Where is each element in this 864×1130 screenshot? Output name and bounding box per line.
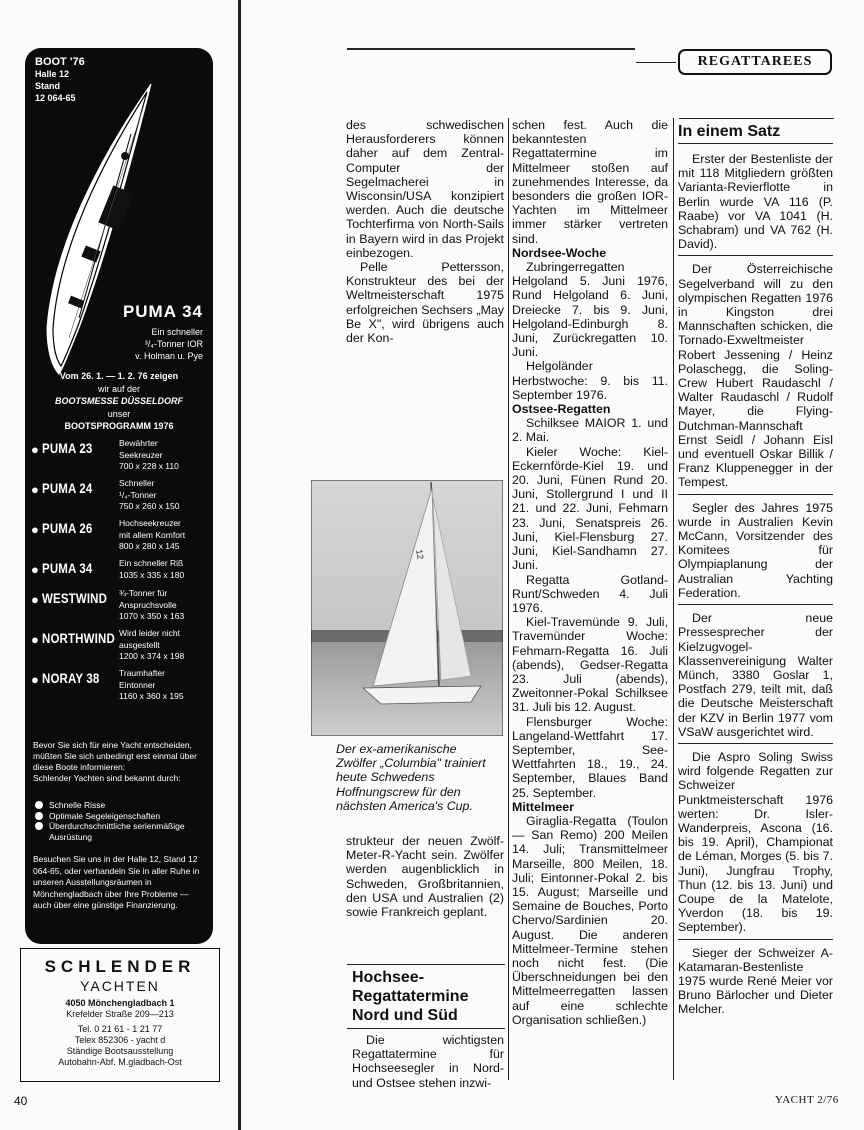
column-1-bottom: strukteur der neuen Zwölf-Meter-R-Yacht sein. Zwölfer werden augenblicklich in Schweden, Großbritannien, den USA und Australien (2) sowie Frankreich geplant. <box>346 834 504 920</box>
column-rule <box>673 118 674 1080</box>
puma-advertisement <box>25 48 213 944</box>
header-rule-2 <box>636 62 676 63</box>
ad-intro-text: Bevor Sie sich für eine Yacht entscheiden, müßten Sie sich unbedingt erst einmal über diese Boote informieren: Schlender Yachten sind bekannt durch: <box>33 740 197 783</box>
feature-item: Überdurchschnittliche serienmäßige Ausrüstung <box>35 821 211 842</box>
model-row: ● NORTHWIND Wird leider nicht ausgestellt 1200 x 374 x 198 <box>31 628 185 661</box>
bullet-icon: ● <box>31 562 39 577</box>
model-row: ● NORAY 38 Traumhafter Eintonner 1160 x 360 x 195 <box>31 668 184 701</box>
fair-announcement: Vom 26. 1. — 1. 2. 76 zeigen wir auf der BOOTSMESSE DÜSSELDORF unser BOOTSPROGRAMM 1976 <box>54 371 183 431</box>
item-rule <box>678 255 833 256</box>
featured-product-name: PUMA 34 <box>122 302 203 321</box>
sailing-yacht-photo <box>311 480 503 736</box>
page-number: 40 <box>14 1094 28 1108</box>
dealer-box: SCHLENDER YACHTEN 4050 Mönchengladbach 1 Krefelder Straße 209—213 Tel. 0 21 61 - 1 21 77 Telex 852306 - yacht d Ständige Bootsausstellung Autobahn-Abf. M.gladbach-Ost <box>20 948 220 1082</box>
headline-rule <box>347 1028 505 1029</box>
model-row: ● PUMA 26 Hochseekreuzer mit allem Komfort 800 x 280 x 145 <box>31 518 186 551</box>
dealer-name: SCHLENDER <box>44 957 196 976</box>
svg-text:12: 12 <box>414 548 426 561</box>
ad-visit-text: Besuchen Sie uns in der Halle 12, Stand 12 064-65, oder verhandeln Sie in aller Ruhe in unseren Ausstellungsräumen in Mönchengladbach über Ihre Probleme — auch über eine günstige Finanzierung. <box>33 854 200 910</box>
item-rule <box>678 939 833 940</box>
header-rule <box>347 48 635 50</box>
bullet-icon: ● <box>31 592 39 607</box>
bullet-icon: ● <box>31 482 39 497</box>
model-row: ● WESTWIND ¾-Tonner für Anspruchsvolle 1070 x 350 x 163 <box>31 588 185 621</box>
headline-rule <box>679 118 834 119</box>
column-2: schen fest. Auch die bekanntesten Regattatermine im Mittelmeer stoßen auf zunehmendes Interesse, da besonders die großen IOR-Yachten im Mittelmeer immer stärker vertreten sind. Nordsee-Woche Zubringerregatten Helgoland 5. Juni 1976, Rund Helgoland 6. Juni, Dreiecke 7. bis 9. Juni, Helgoland-Edinburgh 8. Juni, Zurückregatten 10. Juni. Helgoländer Herbstwoche: 9. bis 11. September 1976. Ostsee-Regatten Schilksee MAIOR 1. und 2. Mai. Kieler Woche: Kiel-Eckernförde-Kiel 19. und 20. Juni, Fünen Rund 20. Juni, Stollergrund I und II 21. und 22. Juni, Fehmarn 23. Juni, Senatspreis 26. Juni, Kiel-Flensburg 27. Juni, Kiel-Sandhamn 27. Juni. Regatta Gotland-Runt/Schweden 4. Juli 1976. Kiel-Travemünde 9. Juli, Travemünder Woche: Fehmarn-Regatta 16. Juli (abends), Gedser-Regatta 23. Juli (abends), Zweitonner-Pokal Schilksee 31. Juli bis 12. August. Flensburger Woche: Langeland-Wettfahrt 17. September, See-Wettfahrten 18., 19., 24. September, Blaues Band 25. September. Mittelmeer Giraglia-Regatta (Toulon — San Remo) 200 Meilen 14. Juli; Transmittelmeer Marseille, 800 Meilen, 18. Juli; Eintonner-Pokal 2. bis 15. August; Marseille und Semaine de Bouches, Porto Chervo/Sardinien 20. August. Die anderen Mittelmeer-Termine stehen noch nicht fest. (Die Überschneidungen bei den Mittelmeerregatten lassen auf eine schlechte Organisation schließen.) <box>512 118 668 1027</box>
model-row: ● PUMA 23 Bewährter Seekreuzer 700 x 228 x 110 <box>31 438 179 471</box>
bullet-icon <box>35 812 43 820</box>
column-1-top: des schwedischen Herausforderers können daher auf dem Zentral-Computer der Segelmacherei in Wisconsin/USA konzipiert werden. Auch die deutsche Tochterfirma von North-Sails in Bayern wird in das Projekt einbezogen. Pelle Pettersson, Konstrukteur des bei der Weltmeisterschaft 1975 erfolgreichen Sechsers „May Be X", wird übrigens auch der Kon- <box>346 118 504 346</box>
bullet-icon: ● <box>31 672 39 687</box>
item-rule <box>678 604 833 605</box>
headline: Hochsee- Regattatermine Nord und Süd <box>352 969 469 1024</box>
column-1-headline-block: Hochsee- Regattatermine Nord und Süd Die wichtigsten Regattatermine für Hochseesegler in Nord- und Ostsee stehen inzwi- <box>352 968 504 1090</box>
headline-rule <box>678 143 833 144</box>
feature-item: Optimale Segeleigenschaften <box>35 811 211 822</box>
feature-item: Schnelle Risse <box>35 800 211 811</box>
section-badge: REGATTAREES <box>678 49 832 75</box>
featured-product-description: Ein schneller ³/₄-Tonner IOR v. Holman u. Pye <box>135 327 203 361</box>
bullet-icon <box>35 822 43 830</box>
model-row: ● PUMA 24 Schneller ¹/₄-Tonner 750 x 260 x 150 <box>31 478 180 511</box>
dealer-subtitle: YACHTEN <box>80 978 160 994</box>
page-gutter-rule <box>238 0 241 1130</box>
bullet-icon: ● <box>31 632 39 647</box>
ad-feature-list <box>35 800 211 842</box>
column-rule <box>508 118 509 1080</box>
bullet-icon <box>35 801 43 809</box>
column-3: In einem Satz Erster der Bestenliste der mit 118 Mitgliedern größten Varianta-Revierflotte in Berlin wurde VA 116 (P. Raabe) vor VA 1041 (H. Schabram) und VA 762 (H. David). Der Österreichische Segelverband will zu den olympischen Regatten 1976 in Kingston drei Mannschaften schicken, die Tornado-Exweltmeister Robert Jessening / Heinz Polaschegg, die Soling-Crew Hubert Raudaschl / Walter Raudaschl / Rudolf Mayer, die Flying-Dutchman-Mannschaft Ernst Seidl / Johann Eisl und eventuell Oskar Billik / Franz Kluppenegger in der Tempest. Segler des Jahres 1975 wurde in Australien Kevin McCann, Vorsitzender des Komitees für Olympiaplanung der Australian Yachting Federation. Der neue Pressesprecher der Kielzugvogel-Klassenvereinigung Walter Münch, 3380 Goslar 1, Postfach 279, teilt mit, daß die Deutsche Meisterschaft der KZV in Berlin 1977 vom VSaW ausgerichtet wird. Die Aspro Soling Swiss wird folgende Regatten zur Schweizer Punktmeisterschaft 1976 werten: Dr. Isler-Wanderpreis, Ascona (16. bis 19. April), Championat de Léman, Morges (5. bis 7. Juni), Jungfrau Trophy, Thun (12. bis 13. Juni) und Coupe de la Matelote, Yverdon (18. bis 19. September). Sieger der Schweizer A-Katamaran-Bestenliste 1975 wurde René Meier vor Bruno Bärlocher und Dieter Melcher. <box>678 123 833 1017</box>
photo-caption: Der ex-amerikanische Zwölfer „Columbia" trainiert heute Schwedens Hoffnungscrew für den nächsten America's Cup. <box>336 742 486 813</box>
bullet-icon: ● <box>31 442 39 457</box>
boot-fair-info: BOOT '76 Halle 12 Stand 12 064-65 <box>35 56 85 103</box>
bullet-icon: ● <box>31 522 39 537</box>
item-rule <box>678 494 833 495</box>
item-rule <box>678 743 833 744</box>
model-row: ● PUMA 34 Ein schneller Riß 1035 x 335 x 180 <box>31 558 185 580</box>
model-program-list <box>31 438 211 708</box>
headline-rule <box>347 964 505 965</box>
headline: In einem Satz <box>678 123 781 140</box>
magazine-issue: YACHT 2/76 <box>775 1094 839 1106</box>
